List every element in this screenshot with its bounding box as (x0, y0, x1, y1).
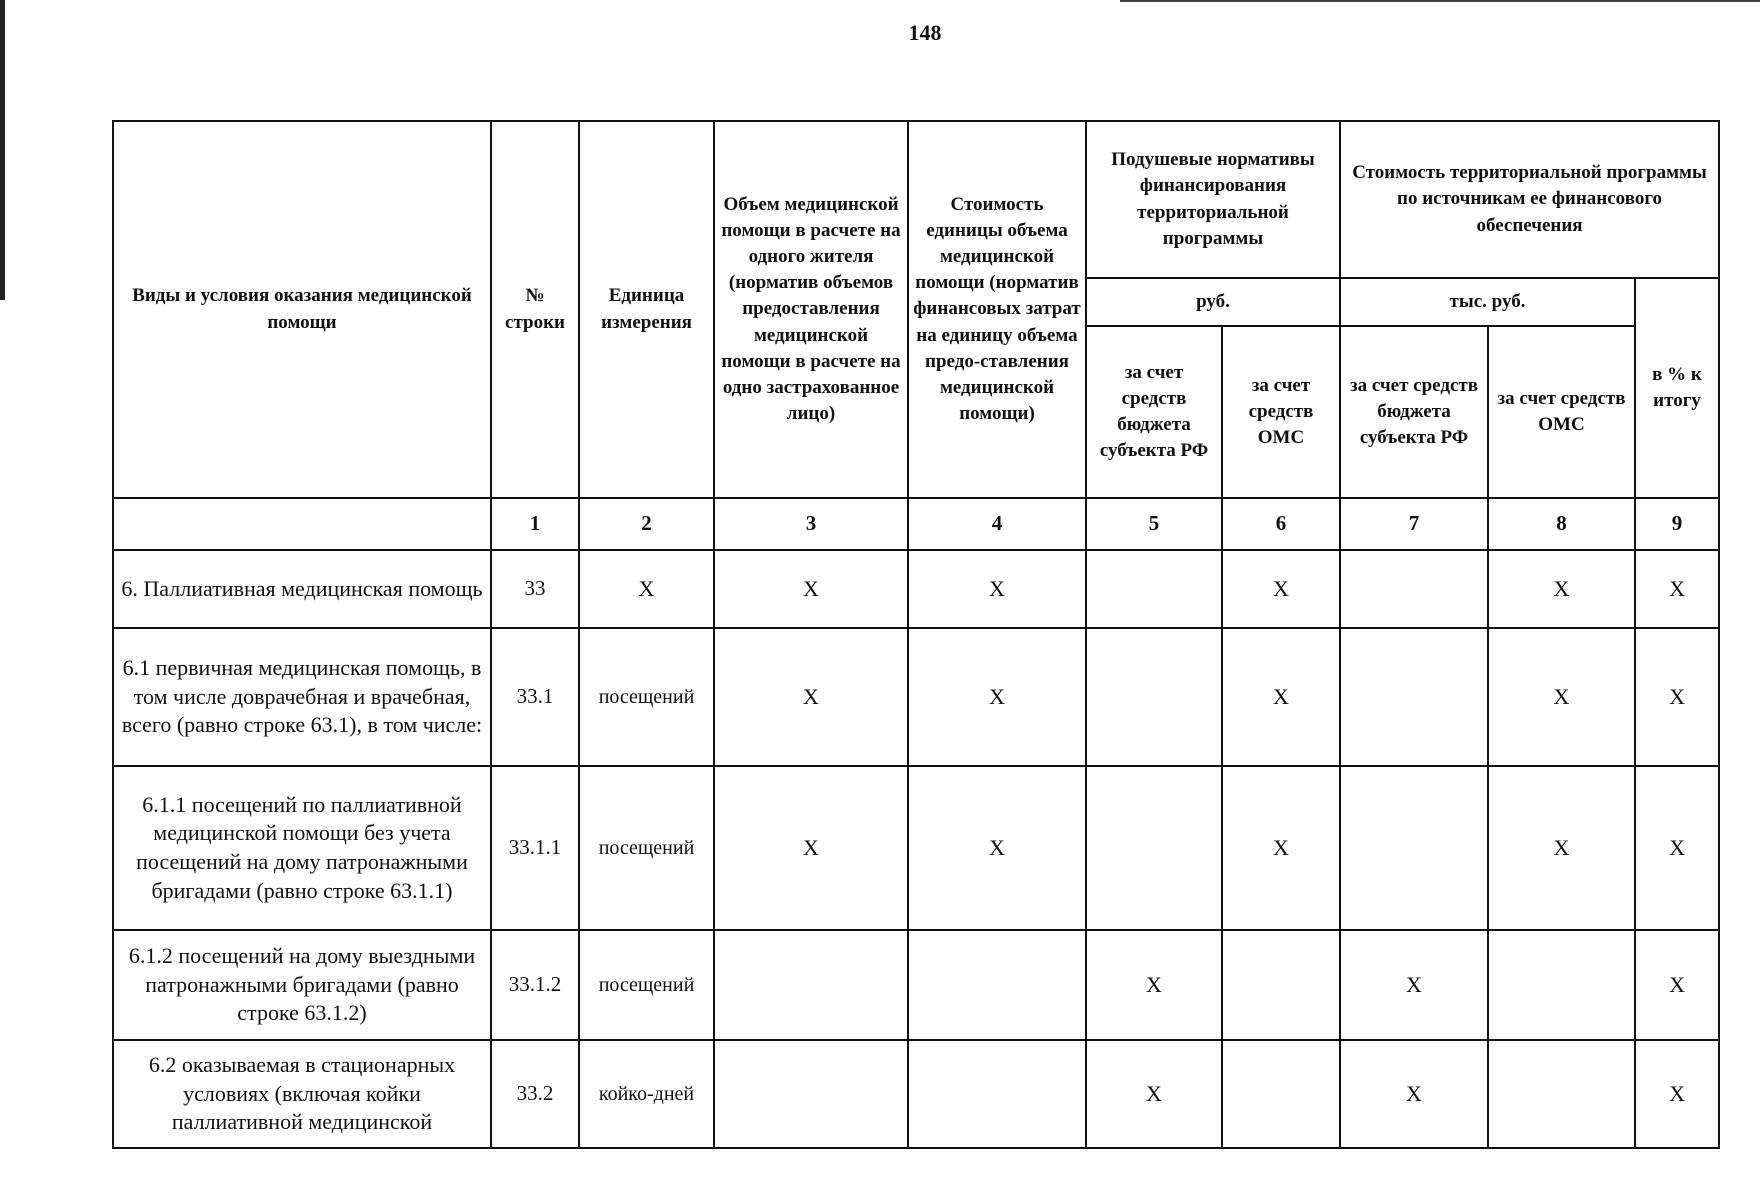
cell-col-4: Х (908, 550, 1086, 628)
cell-col-3: Х (714, 550, 908, 628)
cell-col-7: Х (1340, 1040, 1488, 1148)
page-number: 148 (908, 20, 942, 45)
cell-col-4: Х (908, 628, 1086, 766)
column-number (113, 498, 491, 550)
cell-col-8 (1488, 930, 1635, 1040)
column-number: 5 (1086, 498, 1222, 550)
column-number: 7 (1340, 498, 1488, 550)
cell-col-4 (908, 1040, 1086, 1148)
table-row (113, 628, 1719, 766)
row-unit: Х (579, 550, 714, 628)
header-percent-total: в % к итогу (1635, 278, 1719, 498)
header-oms-8: за счет средств ОМС (1488, 326, 1635, 498)
cell-col-9: Х (1635, 628, 1719, 766)
cell-col-6: Х (1222, 628, 1340, 766)
cell-col-8: Х (1488, 550, 1635, 628)
row-unit: посещений (579, 628, 714, 766)
cell-col-9: Х (1635, 1040, 1719, 1148)
cell-col-9: Х (1635, 930, 1719, 1040)
cell-col-8: Х (1488, 766, 1635, 930)
header-unit-thousand-rub: тыс. руб. (1340, 278, 1635, 326)
column-number: 4 (908, 498, 1086, 550)
financing-table (112, 120, 1720, 1149)
table-row (113, 1040, 1719, 1148)
row-line-number: 33.1 (491, 628, 579, 766)
cell-col-4 (908, 930, 1086, 1040)
header-types: Виды и условия оказания медицинской помощи (113, 121, 491, 498)
row-line-number: 33 (491, 550, 579, 628)
cell-col-7 (1340, 550, 1488, 628)
cell-col-3: Х (714, 628, 908, 766)
column-number: 1 (491, 498, 579, 550)
header-row-no: № строки (491, 121, 579, 498)
column-number: 9 (1635, 498, 1719, 550)
row-line-number: 33.1.1 (491, 766, 579, 930)
cell-col-7 (1340, 766, 1488, 930)
cell-col-8: Х (1488, 628, 1635, 766)
cell-col-5 (1086, 766, 1222, 930)
header-unit: Единица измерения (579, 121, 714, 498)
column-number: 6 (1222, 498, 1340, 550)
column-numbers-row (113, 498, 1719, 550)
row-name: 6.1.1 посещений по паллиативной медицинской помощи без учета посещений на дому патронажными бригадами (равно строке 63.1.1) (113, 766, 491, 930)
row-name: 6.2 оказываемая в стационарных условиях (включая койки паллиативной медицинской (113, 1040, 491, 1148)
cell-col-6: Х (1222, 766, 1340, 930)
header-budget-subject-7: за счет средств бюджета субъекта РФ (1340, 326, 1488, 498)
header-unit-rub: руб. (1086, 278, 1340, 326)
header-oms-6: за счет средств ОМС (1222, 326, 1340, 498)
column-number: 3 (714, 498, 908, 550)
cell-col-9: Х (1635, 766, 1719, 930)
scan-edge-top (1120, 0, 1760, 2)
row-name: 6.1.2 посещений на дому выездными патронажными бригадами (равно строке 63.1.2) (113, 930, 491, 1040)
column-number: 8 (1488, 498, 1635, 550)
row-unit: койко-дней (579, 1040, 714, 1148)
cell-col-9: Х (1635, 550, 1719, 628)
header-per-capita-group: Подушевые нормативы финансирования территориальной программы (1086, 121, 1340, 278)
cell-col-5 (1086, 628, 1222, 766)
cell-col-6 (1222, 930, 1340, 1040)
table-row (113, 766, 1719, 930)
cell-col-6: Х (1222, 550, 1340, 628)
row-name: 6.1 первичная медицинская помощь, в том числе доврачебная и врачебная, всего (равно строке 63.1), в том числе: (113, 628, 491, 766)
cell-col-6 (1222, 1040, 1340, 1148)
row-line-number: 33.1.2 (491, 930, 579, 1040)
cell-col-5: Х (1086, 930, 1222, 1040)
row-line-number: 33.2 (491, 1040, 579, 1148)
header-cost: Стоимость единицы объема медицинской помощи (норматив финансовых затрат на единицу объема предо-ставления медицинской помощи) (908, 121, 1086, 498)
row-unit: посещений (579, 766, 714, 930)
row-name: 6. Паллиативная медицинская помощь (113, 550, 491, 628)
cell-col-7 (1340, 628, 1488, 766)
cell-col-5: Х (1086, 1040, 1222, 1148)
cell-col-3 (714, 930, 908, 1040)
cell-col-3 (714, 1040, 908, 1148)
header-budget-subject-5: за счет средств бюджета субъекта РФ (1086, 326, 1222, 498)
column-number: 2 (579, 498, 714, 550)
table-row (113, 930, 1719, 1040)
table-row (113, 550, 1719, 628)
row-unit: посещений (579, 930, 714, 1040)
cell-col-7: Х (1340, 930, 1488, 1040)
header-volume: Объем медицинской помощи в расчете на одного жителя (норматив объемов предоставления медицинской помощи в расчете на одно застрахованное лицо) (714, 121, 908, 498)
header-total-cost-group: Стоимость территориальной программы по источникам ее финансового обеспечения (1340, 121, 1719, 278)
cell-col-5 (1086, 550, 1222, 628)
cell-col-8 (1488, 1040, 1635, 1148)
cell-col-4: Х (908, 766, 1086, 930)
cell-col-3: Х (714, 766, 908, 930)
